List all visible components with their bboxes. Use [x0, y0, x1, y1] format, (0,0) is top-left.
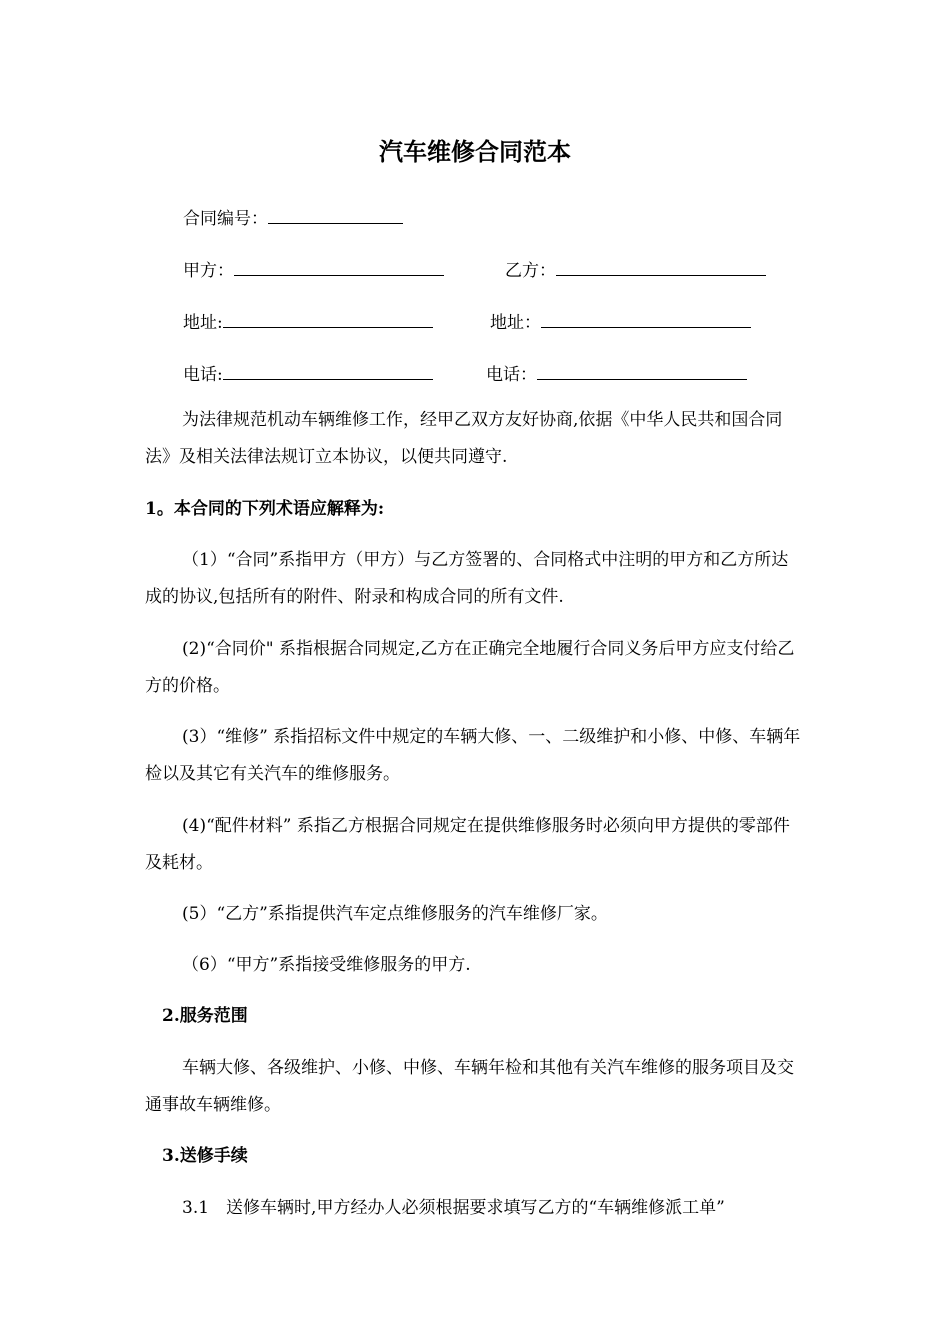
- contract-number-label: 合同编号：: [183, 209, 268, 229]
- party-a-label: 甲方：: [183, 261, 234, 281]
- phone-a-blank: [223, 378, 433, 380]
- phone-b-label: 电话：: [486, 365, 537, 385]
- contract-number-blank: [268, 222, 403, 224]
- party-b-blank: [556, 274, 766, 276]
- party-a-blank: [234, 274, 444, 276]
- address-b-blank: [541, 326, 751, 328]
- section1-item-6: （6）“甲方”系指接受维修服务的甲方.: [182, 955, 471, 975]
- party-b-line: [505, 256, 766, 281]
- section2-body: 车辆大修、各级维护、小修、中修、车辆年检和其他有关汽车维修的服务项目及交通事故车辆维修。: [145, 1058, 794, 1115]
- phone-b-blank: [537, 378, 747, 380]
- party-a-line: [183, 256, 444, 281]
- intro-paragraph: 为法律规范机动车辆维修工作，经甲乙双方友好协商,依据《中华人民共和国合同法》及相关法律法规订立本协议，以便共同遵守.: [145, 410, 783, 467]
- section1-item-4: (4)“配件材料” 系指乙方根据合同规定在提供维修服务时必须向甲方提供的零部件及耗材。: [145, 816, 790, 873]
- address-b-label: 地址：: [490, 313, 541, 333]
- section1-item-1: （1）“合同”系指甲方（甲方）与乙方签署的、合同格式中注明的甲方和乙方所达成的协议,包括所有的附件、附录和构成合同的所有文件.: [145, 550, 789, 607]
- address-a-line: [183, 308, 433, 333]
- section1-item-2: (2)“合同价" 系指根据合同规定,乙方在正确完全地履行合同义务后甲方应支付给乙方的价格。: [145, 639, 795, 696]
- section1-heading: 1。本合同的下列术语应解释为:: [145, 499, 385, 519]
- section3-item-3-1: 3.1 送修车辆时,甲方经办人必须根据要求填写乙方的“车辆维修派工单”: [182, 1198, 725, 1218]
- section1-item-5: (5）“乙方”系指提供汽车定点维修服务的汽车维修厂家。: [182, 904, 608, 924]
- phone-a-label: 电话:: [183, 365, 223, 385]
- address-b-line: [490, 308, 751, 333]
- address-a-blank: [223, 326, 433, 328]
- phone-a-line: [183, 360, 433, 385]
- document-title: 汽车维修合同范本: [379, 137, 571, 166]
- address-a-label: 地址:: [183, 313, 223, 333]
- section2-heading: 2.服务范围: [162, 1006, 248, 1026]
- contract-number-line: [183, 204, 403, 229]
- section3-heading: 3.送修手续: [162, 1146, 248, 1166]
- section1-item-3: (3）“维修” 系指招标文件中规定的车辆大修、一、二级维护和小修、中修、车辆年检以及其它有关汽车的维修服务。: [145, 727, 801, 784]
- phone-b-line: [486, 360, 747, 385]
- party-b-label: 乙方：: [505, 261, 556, 281]
